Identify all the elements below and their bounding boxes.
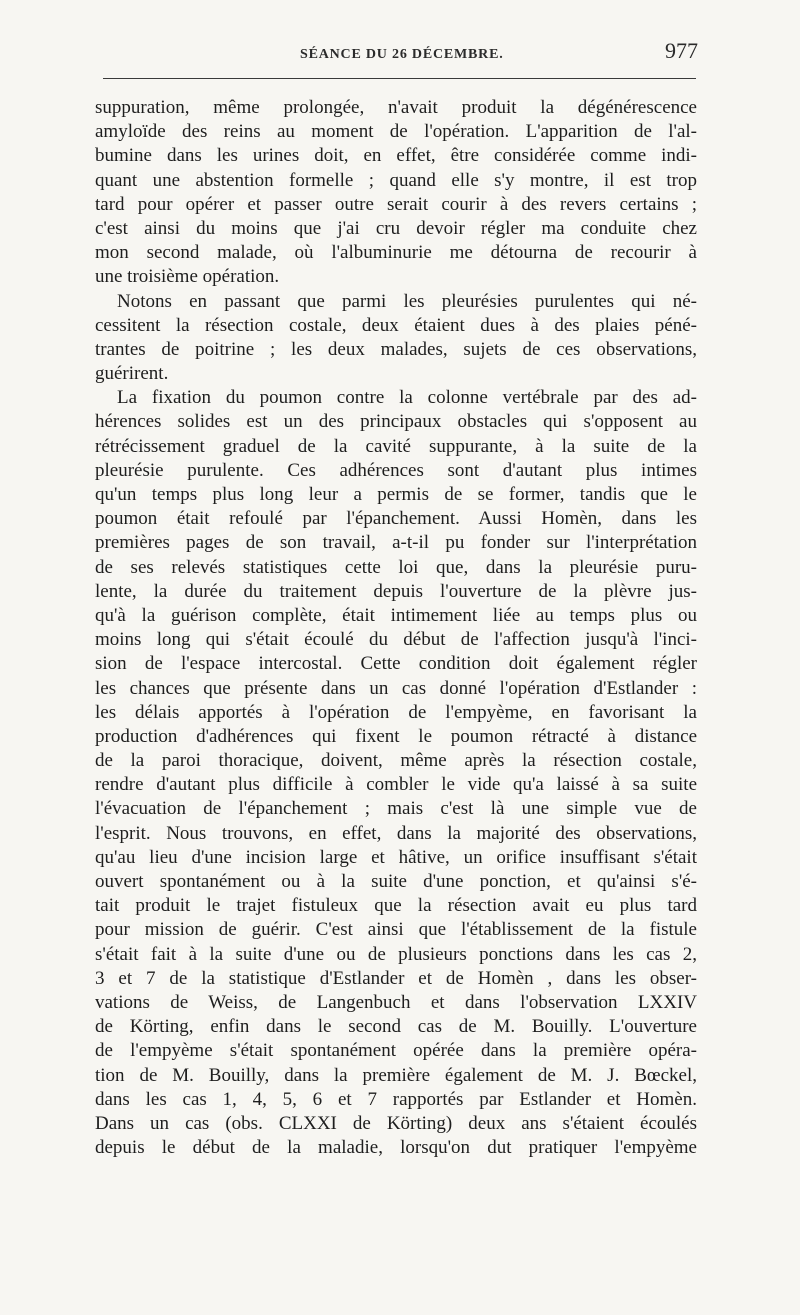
text-line: rétrécissement graduel de la cavité suppurante, à la suite de la: [95, 435, 697, 457]
text-line: amyloïde des reins au moment de l'opération. L'apparition de l'al-: [95, 121, 697, 143]
text-line: quant une abstention formelle ; quand elle s'y montre, il est trop: [95, 169, 697, 191]
text-line: l'esprit. Nous trouvons, en effet, dans la majorité des observations,: [95, 822, 697, 844]
text-line: poumon était refoulé par l'épanchement. Aussi Homèn, dans les: [95, 508, 697, 530]
text-line: pleurésie purulente. Ces adhérences sont d'autant plus intimes: [95, 459, 697, 481]
text-line: 3 et 7 de la statistique d'Estlander et de Homèn , dans les obser-: [95, 967, 697, 989]
text-line: premières pages de son travail, a-t-il pu fonder sur l'interprétation: [95, 532, 697, 554]
text-line: tait produit le trajet fistuleux que la résection avait eu plus tard: [95, 895, 697, 917]
text-line: hérences solides est un des principaux obstacles qui s'opposent au: [95, 411, 697, 433]
text-line: de ses relevés statistiques cette loi que, dans la pleurésie puru-: [95, 556, 697, 578]
text-line: de Körting, enfin dans le second cas de M. Bouilly. L'ouverture: [95, 1016, 697, 1038]
text-line: cessitent la résection costale, deux étaient dues à des plaies péné-: [95, 314, 697, 336]
text-line: dans les cas 1, 4, 5, 6 et 7 rapportés par Estlander et Homèn.: [95, 1088, 697, 1110]
text-line: une troisième opération.: [95, 266, 280, 288]
text-line: l'évacuation de l'épanchement ; mais c'est là une simple vue de: [95, 798, 697, 820]
text-line: les délais apportés à l'opération de l'empyème, en favorisant la: [95, 701, 697, 723]
text-line: lente, la durée du traitement depuis l'ouverture de la plèvre jus-: [95, 580, 697, 602]
text-line: guérirent.: [95, 363, 169, 385]
text-line: rendre d'autant plus difficile à combler le vide qu'a laissé à sa suite: [95, 774, 697, 796]
text-line: Dans un cas (obs. CLXXI de Körting) deux ans s'étaient écoulés: [95, 1112, 697, 1134]
text-line: tion de M. Bouilly, dans la première également de M. J. Bœckel,: [95, 1064, 697, 1086]
text-line: bumine dans les urines doit, en effet, être considérée comme indi-: [95, 145, 697, 167]
header-rule: [103, 78, 696, 79]
paragraph-start-line: Notons en passant que parmi les pleurésies purulentes qui né-: [117, 290, 697, 312]
text-line: qu'un temps plus long leur a permis de se former, tandis que le: [95, 484, 697, 505]
text-line: suppuration, même prolongée, n'avait produit la dégénérescence: [95, 97, 697, 118]
text-line: mon second malade, où l'albuminurie me détourna de recourir à: [95, 242, 697, 264]
paragraph-start-line: La fixation du poumon contre la colonne vertébrale par des ad-: [117, 387, 697, 409]
body-text: [95, 96, 697, 1160]
text-line: ouvert spontanément ou à la suite d'une ponction, et qu'ainsi s'é-: [95, 871, 697, 892]
text-line: production d'adhérences qui fixent le poumon rétracté à distance: [95, 725, 697, 747]
text-line: qu'au lieu d'une incision large et hâtive, un orifice insuffisant s'était: [95, 846, 697, 868]
text-line: moins long qui s'était écoulé du début de l'affection jusqu'à l'inci-: [95, 629, 697, 651]
text-line: s'était fait à la suite d'une ou de plusieurs ponctions dans les cas 2,: [95, 943, 697, 965]
text-line: de la paroi thoracique, doivent, même après la résection costale,: [95, 750, 697, 772]
page-number: 977: [665, 38, 698, 63]
text-line: trantes de poitrine ; les deux malades, sujets de ces observations,: [95, 338, 697, 360]
text-line: vations de Weiss, de Langenbuch et dans l'observation LXXIV: [95, 991, 697, 1013]
text-line: c'est ainsi du moins que j'ai cru devoir régler ma conduite chez: [95, 217, 697, 239]
text-line: les chances que présente dans un cas donné l'opération d'Estlander :: [95, 677, 697, 699]
text-line: tard pour opérer et passer outre serait courir à des revers certains ;: [95, 193, 697, 215]
text-line: pour mission de guérir. C'est ainsi que l'établissement de la fistule: [95, 919, 697, 941]
text-line: de l'empyème s'était spontanément opérée dans la première opéra-: [95, 1040, 697, 1062]
running-title: SÉANCE DU 26 DÉCEMBRE.: [300, 47, 504, 62]
text-line: qu'à la guérison complète, était intimement liée au temps plus ou: [95, 604, 697, 626]
text-line: depuis le début de la maladie, lorsqu'on dut pratiquer l'empyème: [95, 1137, 697, 1159]
text-line: sion de l'espace intercostal. Cette condition doit également régler: [95, 653, 697, 675]
